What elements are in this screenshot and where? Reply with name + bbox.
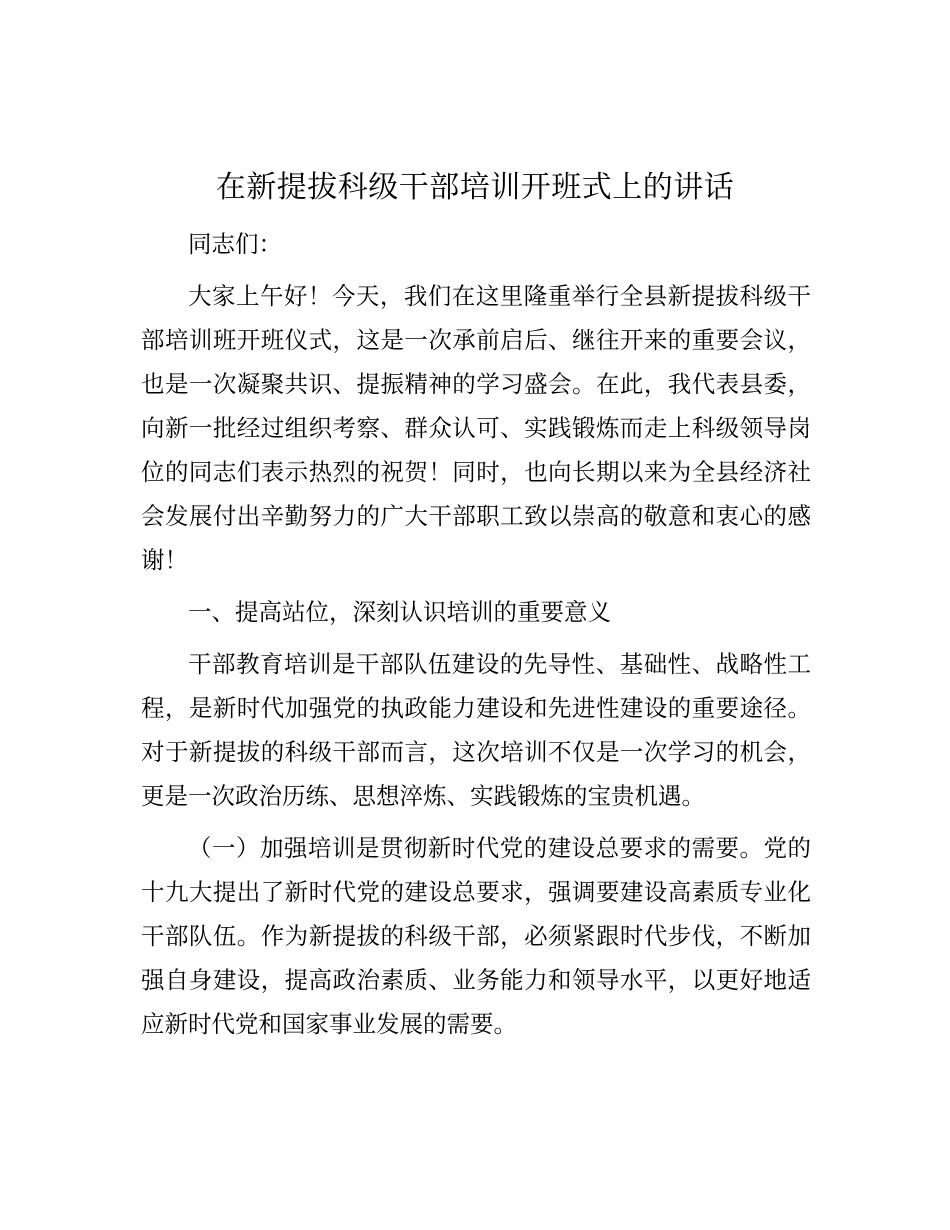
intro-paragraph: 大家上午好！今天，我们在这里隆重举行全县新提拔科级干部培训班开班仪式，这是一次承前启后、继往开来的重要会议，也是一次凝聚共识、提振精神的学习盛会。在此，我代表县委，向新一批经过组织考察、群众认可、实践锻炼而走上科级领导岗位的同志们表示热烈的祝贺！同时，也向长期以来为全县经济社会发展付出辛勤努力的广大干部职工致以崇高的敬意和衷心的感谢！ — [141, 282, 811, 574]
greeting-line: 同志们： — [188, 230, 282, 258]
document-title: 在新提拔科级干部培训开班式上的讲话 — [215, 170, 735, 205]
section-1-heading: 一、提高站位，深刻认识培训的重要意义 — [188, 598, 611, 626]
document-body — [141, 222, 811, 1046]
subsection-1-paragraph: （一）加强培训是贯彻新时代党的建设总要求的需要。党的十九大提出了新时代党的建设总要求，强调要建设高素质专业化干部队伍。作为新提拔的科级干部，必须紧跟时代步伐，不断加强自身建设，提高政治素质、业务能力和领导水平，以更好地适应新时代党和国家事业发展的需要。 — [141, 834, 811, 1038]
section-1-paragraph: 干部教育培训是干部队伍建设的先导性、基础性、战略性工程，是新时代加强党的执政能力建设和先进性建设的重要途径。对于新提拔的科级干部而言，这次培训不仅是一次学习的机会，更是一次政治历练、思想淬炼、实践锻炼的宝贵机遇。 — [141, 650, 811, 810]
